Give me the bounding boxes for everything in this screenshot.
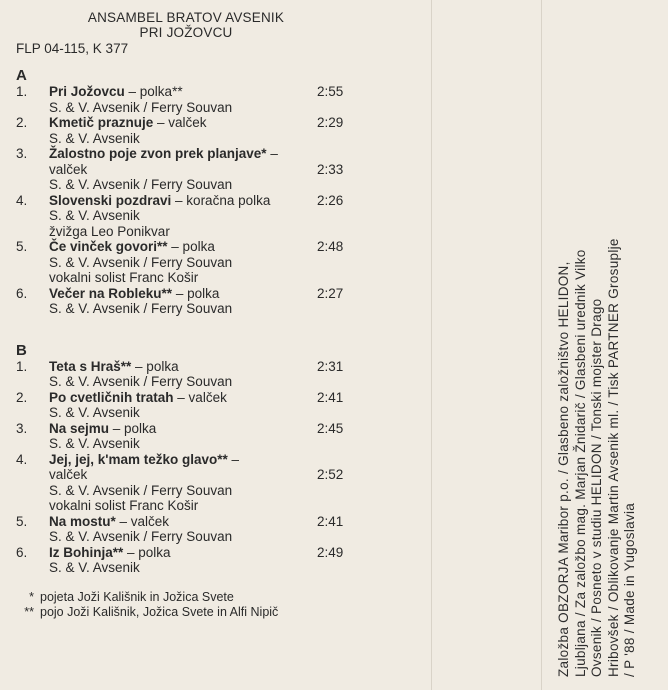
track-number: 5.	[16, 239, 28, 254]
credit-line: / P '88 / Made in Yugoslavia	[622, 502, 637, 677]
track-credit-line: valček	[49, 467, 88, 482]
track-title: Če vinček govori**	[49, 239, 168, 254]
track-duration: 2:45	[317, 420, 344, 436]
track-title: Teta s Hraš**	[49, 358, 132, 374]
track-details	[49, 146, 416, 193]
track-genre: – valček	[115, 513, 170, 529]
track-details	[49, 193, 416, 240]
track-credit-line: S. & V. Avsenik / Ferry Souvan	[49, 177, 233, 192]
track-duration: 2:29	[317, 115, 344, 130]
track-credit-line: S. & V. Avsenik / Ferry Souvan	[49, 482, 233, 498]
track-genre: –	[227, 451, 240, 467]
credit-line: Založba OBZORJA Maribor p.o. / Glasbeno založništvo HELIDON,	[556, 261, 571, 677]
track-title-line	[49, 239, 416, 255]
track-credit-line: S. & V. Avsenik / Ferry Souvan	[49, 529, 233, 544]
track-genre: – polka**	[124, 84, 183, 99]
track-title-line	[49, 421, 416, 437]
track-title-line	[49, 545, 416, 561]
track-details	[49, 359, 416, 390]
track-entry	[16, 286, 416, 317]
track-credit-line: S. & V. Avsenik / Ferry Souvan	[49, 301, 233, 316]
track-number: 3.	[16, 420, 28, 436]
track-credit-line: S. & V. Avsenik	[49, 436, 140, 451]
track-details	[49, 421, 416, 452]
track-title: Iz Bohinja**	[49, 544, 124, 560]
track-entry	[16, 452, 416, 514]
track-title: Jej, jej, k'mam težko glavo**	[49, 451, 228, 467]
track-credit-line: S. & V. Avsenik	[49, 560, 140, 575]
track-entry	[16, 390, 416, 421]
track-duration: 2:52	[317, 467, 344, 482]
track-duration: 2:48	[317, 239, 344, 254]
tracklist-panel	[16, 10, 416, 620]
track-genre: – koračnа polka	[171, 192, 271, 208]
track-number: 4.	[16, 451, 28, 467]
track-details	[49, 239, 416, 286]
footnote-mark: *	[29, 589, 34, 604]
track-title: Kmetič praznuje	[49, 115, 154, 130]
track-credit-line: S. & V. Avsenik / Ferry Souvan	[49, 374, 233, 389]
track-credit-line: S. & V. Avsenik	[49, 405, 140, 420]
track-genre: – polka	[167, 239, 215, 254]
track-genre: – valček	[153, 115, 207, 130]
track-number: 1.	[16, 358, 28, 374]
track-entry	[16, 193, 416, 240]
track-details	[49, 390, 416, 421]
track-credit-line: S. & V. Avsenik / Ferry Souvan	[49, 99, 233, 115]
side-b-tracklist	[16, 359, 416, 576]
track-entry	[16, 146, 416, 193]
track-entry	[16, 359, 416, 390]
track-credit-line: S. & V. Avsenik	[49, 130, 140, 146]
track-title: Po cvetličnih tratah	[49, 389, 174, 405]
track-details	[49, 286, 416, 317]
track-title-line	[49, 115, 416, 131]
track-duration: 2:26	[317, 192, 344, 208]
fold-line	[541, 0, 542, 690]
track-entry	[16, 239, 416, 286]
track-details	[49, 115, 416, 146]
footnotes	[16, 590, 416, 620]
track-genre: – polka	[131, 358, 179, 374]
track-credit-line: S. & V. Avsenik / Ferry Souvan	[49, 254, 233, 270]
track-title-line	[49, 193, 416, 209]
track-duration: 2:41	[317, 513, 344, 529]
track-title: Slovenski pozdravi	[49, 192, 172, 208]
track-credit-line: žvižga Leo Ponikvar	[49, 223, 170, 239]
track-genre: – polka	[123, 544, 171, 560]
fold-line	[431, 0, 432, 690]
credit-line: Hribovšek / Oblikovanje Martin Avsenik ml. / Tisk PARTNER Grosuplje	[605, 238, 621, 677]
production-credits	[556, 77, 639, 677]
track-title-line	[49, 286, 416, 302]
track-number: 6.	[16, 544, 28, 560]
credit-line: Ljubljana / Za založbo mag. Marjan Žnidarič / Glasbeni urednik Vilko	[572, 249, 588, 677]
side-b-label: B	[16, 341, 27, 359]
track-entry	[16, 421, 416, 452]
track-title-line	[49, 452, 416, 468]
track-details	[49, 545, 416, 576]
track-title: Večer na Robleku**	[49, 285, 173, 301]
side-a-label: A	[16, 67, 27, 84]
track-credit-line: valček	[49, 161, 88, 177]
track-duration: 2:55	[317, 84, 344, 99]
footnote-mark: **	[24, 604, 34, 619]
track-number: 1.	[16, 84, 28, 99]
track-entry	[16, 545, 416, 576]
track-number: 4.	[16, 192, 28, 208]
credit-line: Ovsenik / Posneto v studiu HELIDON / Tonski mojster Drago	[589, 298, 604, 677]
side-a-tracklist	[16, 84, 416, 317]
track-title: Pri Jožovcu	[49, 84, 125, 99]
track-entry	[16, 84, 416, 115]
track-details	[49, 514, 416, 545]
track-duration: 2:31	[317, 358, 344, 374]
track-number: 6.	[16, 285, 28, 301]
track-title-line	[49, 390, 416, 406]
track-duration: 2:41	[317, 389, 344, 405]
track-duration: 2:33	[317, 161, 344, 177]
track-number: 3.	[16, 146, 28, 161]
footnote	[16, 605, 416, 620]
track-genre: – polka	[172, 285, 220, 301]
track-details	[49, 452, 416, 514]
track-genre: – valček	[173, 389, 227, 405]
track-title-line	[49, 84, 416, 100]
album-title: PRI JOŽOVCU	[139, 25, 233, 40]
track-title-line	[49, 146, 416, 162]
track-title: Žalostno poje zvon prek planjave*	[49, 146, 267, 161]
artist-name: ANSAMBEL BRATOV AVSENIK	[87, 10, 285, 25]
catalog-number: FLP 04-115, K 377	[16, 41, 129, 56]
track-credit-line: vokalni solist Franc Košir	[49, 270, 199, 285]
track-genre: –	[266, 146, 278, 161]
track-duration: 2:49	[317, 544, 344, 560]
footnote-text: pojeta Joži Kališnik in Jožica Svete	[40, 589, 234, 604]
track-credit-line: S. & V. Avsenik	[49, 208, 140, 223]
track-duration: 2:27	[317, 285, 344, 301]
footnote-text: pojo Joži Kališnik, Jožica Svete in Alfi Nipič	[40, 604, 279, 619]
track-genre: – polka	[109, 420, 157, 436]
track-title-line	[49, 359, 416, 375]
track-credit-line: vokalni solist Franc Košir	[49, 498, 199, 513]
track-number: 5.	[16, 513, 28, 529]
track-title: Na sejmu	[49, 420, 110, 436]
track-title: Na mostu*	[49, 513, 116, 529]
track-details	[49, 84, 416, 115]
footnote	[16, 590, 416, 605]
track-entry	[16, 514, 416, 545]
track-number: 2.	[16, 389, 28, 405]
track-entry	[16, 115, 416, 146]
track-title-line	[49, 514, 416, 530]
track-number: 2.	[16, 115, 28, 130]
